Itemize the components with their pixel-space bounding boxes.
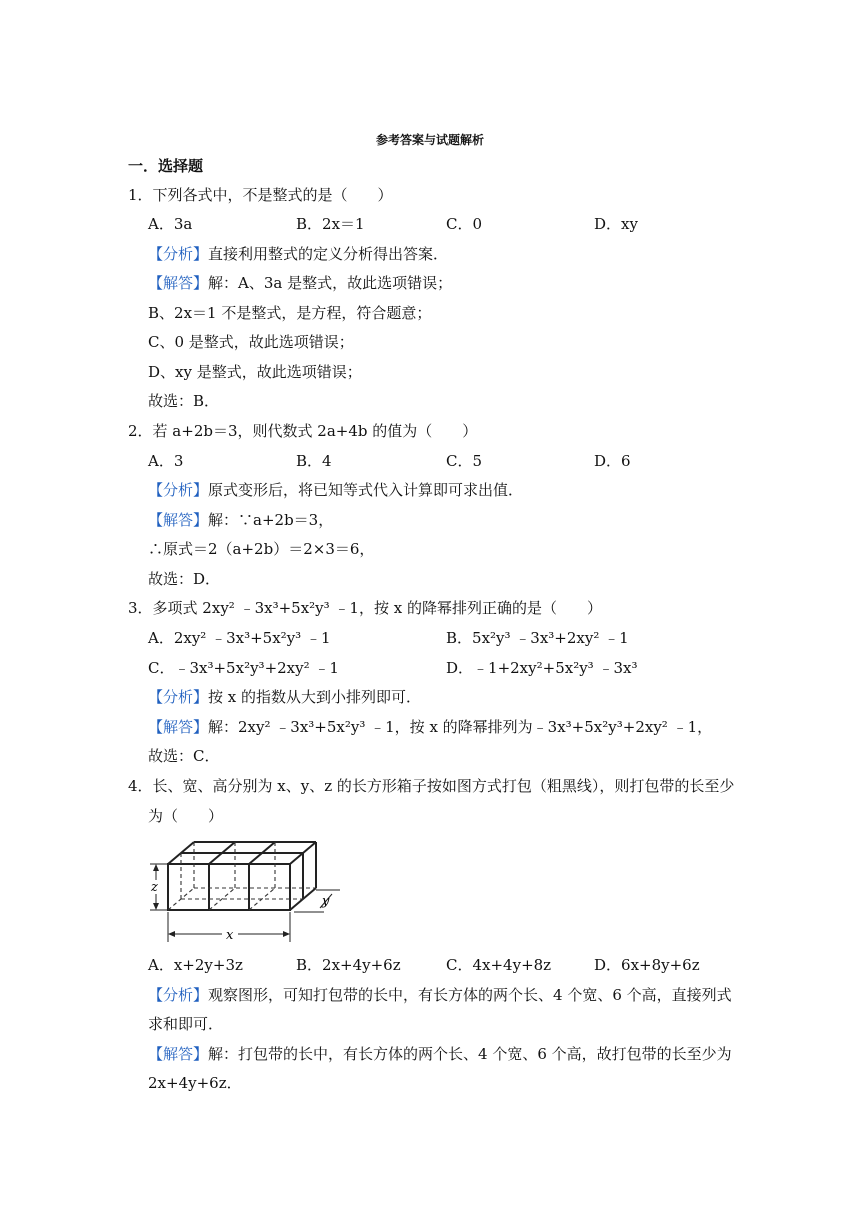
question-1-option-c: C．0 xyxy=(446,215,483,233)
question-3-option-a: A．2xy² ﹣3x³+5x²y³ ﹣1 xyxy=(148,629,331,647)
question-4-option-b: B．2x+4y+6z xyxy=(296,956,401,974)
question-3-option-b: B．5x²y³ ﹣3x³+2xy² ﹣1 xyxy=(446,629,629,647)
answer-tag: 【解答】 xyxy=(148,511,209,529)
question-4-option-c: C．4x+4y+8z xyxy=(446,956,552,974)
analysis-text: 直接利用整式的定义分析得出答案． xyxy=(208,245,449,263)
answer-line: B、2x＝1 不是整式，是方程，符合题意； xyxy=(148,304,432,322)
figure-label-length: x xyxy=(226,928,234,943)
analysis-tag: 【分析】 xyxy=(148,245,209,263)
answer-line: 解：打包带的长中，有长方体的两个长、4 个宽、6 个高，故打包带的长至少为 xyxy=(208,1045,732,1063)
question-1-option-a: A．3a xyxy=(148,215,193,233)
question-3-stem: 3．多项式 2xy² ﹣3x³+5x²y³ ﹣1，按 x 的降幂排列正确的是（ ） xyxy=(128,599,602,617)
question-1-option-b: B．2x＝1 xyxy=(296,215,365,233)
answer-line: 解：A、3a 是整式，故此选项错误； xyxy=(208,274,453,292)
answer-line: C、0 是整式，故此选项错误； xyxy=(148,333,354,351)
answer-line: 故选：D． xyxy=(148,570,221,588)
analysis-tag: 【分析】 xyxy=(148,986,209,1004)
analysis-text: 按 x 的指数从大到小排列即可． xyxy=(208,688,422,706)
box-packing-figure xyxy=(146,832,346,944)
analysis-text: 原式变形后，将已知等式代入计算即可求出值． xyxy=(208,481,524,499)
answer-line: ∴原式＝2（a+2b）＝2×3＝6， xyxy=(148,540,375,558)
answer-line: 故选：B． xyxy=(148,392,220,410)
answer-tag: 【解答】 xyxy=(148,1045,209,1063)
section-heading: 一．选择题 xyxy=(128,157,204,175)
question-2-stem: 2．若 a+2b＝3，则代数式 2a+4b 的值为（ ） xyxy=(128,422,478,440)
question-2-option-b: B．4 xyxy=(296,452,332,470)
question-4-stem-continued: 为（ ） xyxy=(148,807,224,825)
question-1-analysis xyxy=(148,244,448,264)
question-4-option-d: D．6x+8y+6z xyxy=(594,956,700,974)
question-1-stem: 1．下列各式中，不是整式的是（ ） xyxy=(128,186,393,204)
answer-line: 故选：C． xyxy=(148,747,220,765)
question-4-answer xyxy=(148,1044,732,1064)
analysis-tag: 【分析】 xyxy=(148,688,209,706)
question-4-stem: 4．长、宽、高分别为 x、y、z 的长方形箱子按如图方式打包（粗黑线），则打包带的长至少 xyxy=(128,777,735,795)
page-title: 参考答案与试题解析 xyxy=(375,133,484,147)
question-3-option-c: C．﹣3x³+5x²y³+2xy² ﹣1 xyxy=(148,659,339,677)
answer-line: 解：∵a+2b＝3， xyxy=(208,511,334,529)
answer-line: D、xy 是整式，故此选项错误； xyxy=(148,363,362,381)
question-2-option-c: C．5 xyxy=(446,452,483,470)
question-4-option-a: A．x+2y+3z xyxy=(148,956,243,974)
analysis-text-continued: 求和即可． xyxy=(148,1015,224,1033)
figure-label-depth: y xyxy=(322,894,330,909)
question-1-option-d: D．xy xyxy=(594,215,638,233)
question-3-option-d: D．﹣1+2xy²+5x²y³ ﹣3x³ xyxy=(446,659,638,677)
question-2-option-a: A．3 xyxy=(148,452,184,470)
question-2-answer xyxy=(148,510,333,530)
answer-tag: 【解答】 xyxy=(148,274,209,292)
answer-tag: 【解答】 xyxy=(148,718,209,736)
question-1-answer xyxy=(148,273,452,293)
figure-label-height: z xyxy=(151,880,158,895)
question-3-analysis xyxy=(148,687,421,707)
question-2-analysis xyxy=(148,480,523,500)
analysis-tag: 【分析】 xyxy=(148,481,209,499)
answer-line: 2x+4y+6z． xyxy=(148,1074,242,1092)
question-4-analysis xyxy=(148,985,732,1005)
question-2-option-d: D．6 xyxy=(594,452,631,470)
analysis-text: 观察图形，可知打包带的长中，有长方体的两个长、4 个宽、6 个高，直接列式 xyxy=(208,986,732,1004)
answer-line: 解：2xy² ﹣3x³+5x²y³ ﹣1，按 x 的降幂排列为﹣3x³+5x²y³+2xy² ﹣1， xyxy=(208,718,713,736)
question-3-answer xyxy=(148,717,712,737)
